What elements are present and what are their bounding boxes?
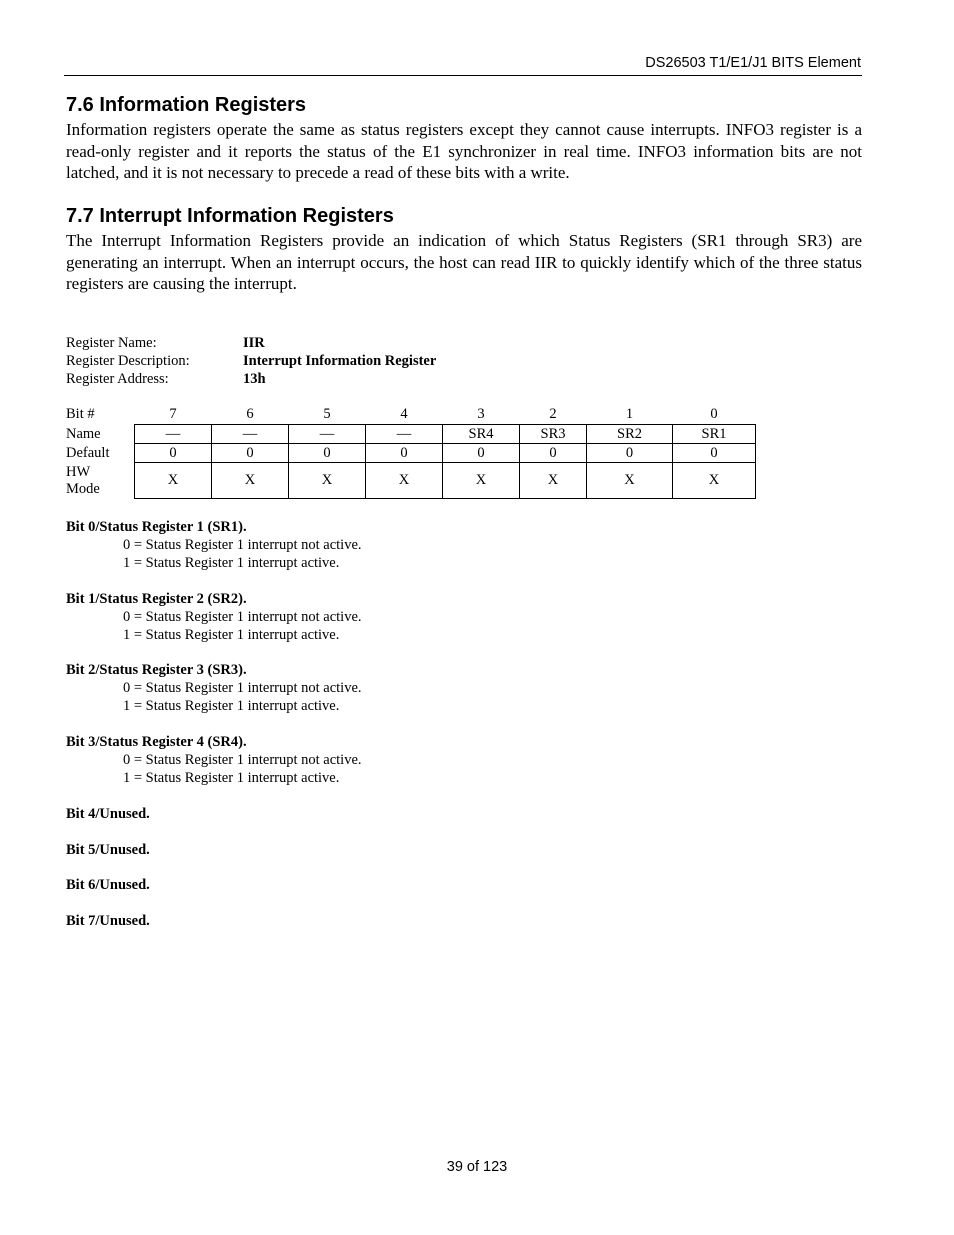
bit-number-cell: 0 [710,406,718,422]
bit-number-cell: 3 [477,406,485,422]
bit-number-cell: 1 [625,406,634,422]
bit-default-cell: 0 [443,444,520,463]
bit-default-cell: 0 [135,444,212,463]
bit-description-line: 0 = Status Register 1 interrupt not active. [123,537,362,553]
bit-description-title: Bit 6/Unused. [66,877,150,893]
bit-number-row [66,405,756,425]
bit-description-sr2 [66,590,362,644]
bit-default-cell: 0 [587,444,673,463]
bit-number-cell: 2 [549,406,557,422]
bit-description-title: Bit 0/Status Register 1 (SR1). [66,519,247,535]
bit-number-cell: 7 [169,406,177,422]
bit-name-row-label: Name [66,425,101,442]
section-paragraph-7-7: The Interrupt Information Registers provide an indication of which Status Registers (SR1 through SR3) are generating an interrupt. When an interrupt occurs, the host can read IIR to quickly identify which of the three status registers are causing the interrupt. [66,231,862,293]
bit-description-bit5 [66,841,150,859]
bit-hw-mode-cell: X [443,463,520,499]
register-name-value: IIR [243,335,265,351]
bit-default-row [66,444,756,463]
bit-description-line: 0 = Status Register 1 interrupt not active. [123,680,362,696]
bit-description-sr3 [66,661,362,715]
bit-hw-mode-row-label: HW Mode [66,463,100,497]
header-rule [64,75,862,76]
bit-description-line: 1 = Status Register 1 interrupt active. [123,627,340,643]
register-bit-table [66,405,756,499]
bit-description-bit6 [66,876,150,894]
bit-default-cell: 0 [366,444,443,463]
bit-description-title: Bit 5/Unused. [66,842,150,858]
register-address-row [66,370,436,388]
bit-name-row [66,425,756,444]
bit-hw-mode-cell: X [587,463,673,499]
section-heading-7-6: 7.6 Information Registers [66,94,307,116]
bit-name-cell: — [212,425,289,444]
bit-name-cell: SR3 [520,425,587,444]
bit-description-line: 1 = Status Register 1 interrupt active. [123,555,340,571]
bit-name-cell: — [366,425,443,444]
page-number-footer: 39 of 123 [446,1159,508,1175]
bit-default-row-label: Default [66,444,110,461]
bit-hw-mode-cell: X [289,463,366,499]
register-name-row [66,334,436,352]
bit-number-cell: 6 [246,406,254,422]
register-info-block [66,334,436,388]
bit-description-bit4 [66,805,150,823]
bit-hw-mode-cell: X [366,463,443,499]
document-header-title: DS26503 T1/E1/J1 BITS Element [645,55,861,71]
bit-number-row-label: Bit # [66,406,95,423]
register-description-row [66,352,436,370]
bit-default-cell: 0 [673,444,756,463]
bit-description-line: 1 = Status Register 1 interrupt active. [123,698,340,714]
bit-description-title: Bit 4/Unused. [66,806,150,822]
bit-default-cell: 0 [289,444,366,463]
bit-description-title: Bit 7/Unused. [66,913,150,929]
register-address-value: 13h [243,371,266,387]
bit-hw-mode-row [66,463,756,499]
bit-name-cell: SR4 [443,425,520,444]
section-paragraph-7-6: Information registers operate the same as status registers except they cannot cause interrupts. INFO3 register is a read-only register and it reports the status of the E1 synchronizer in real time. INFO3 information bits are not latched, and it is not necessary to precede a read of these bits with a write. [66,120,862,182]
section-heading-7-7: 7.7 Interrupt Information Registers [66,205,394,227]
bit-hw-mode-cell: X [135,463,212,499]
register-description-label: Register Description: [66,353,190,369]
register-name-label: Register Name: [66,335,157,351]
bit-name-cell: SR2 [587,425,673,444]
bit-default-cell: 0 [212,444,289,463]
bit-hw-mode-cell: X [520,463,587,499]
register-description-value: Interrupt Information Register [243,353,437,369]
bit-name-cell: SR1 [673,425,756,444]
bit-description-title: Bit 2/Status Register 3 (SR3). [66,662,247,678]
bit-hw-mode-cell: X [212,463,289,499]
bit-name-cell: — [135,425,212,444]
bit-description-title: Bit 1/Status Register 2 (SR2). [66,591,247,607]
bit-description-line: 0 = Status Register 1 interrupt not active. [123,752,362,768]
bit-description-sr1 [66,518,362,572]
bit-number-cell: 4 [400,406,408,422]
bit-number-cell: 5 [323,406,331,422]
register-address-label: Register Address: [66,371,169,387]
bit-description-bit7 [66,912,150,930]
bit-description-line: 0 = Status Register 1 interrupt not active. [123,609,362,625]
bit-description-line: 1 = Status Register 1 interrupt active. [123,770,340,786]
bit-name-cell: — [289,425,366,444]
bit-description-sr4 [66,733,362,787]
bit-default-cell: 0 [520,444,587,463]
bit-description-title: Bit 3/Status Register 4 (SR4). [66,734,247,750]
bit-hw-mode-cell: X [673,463,756,499]
